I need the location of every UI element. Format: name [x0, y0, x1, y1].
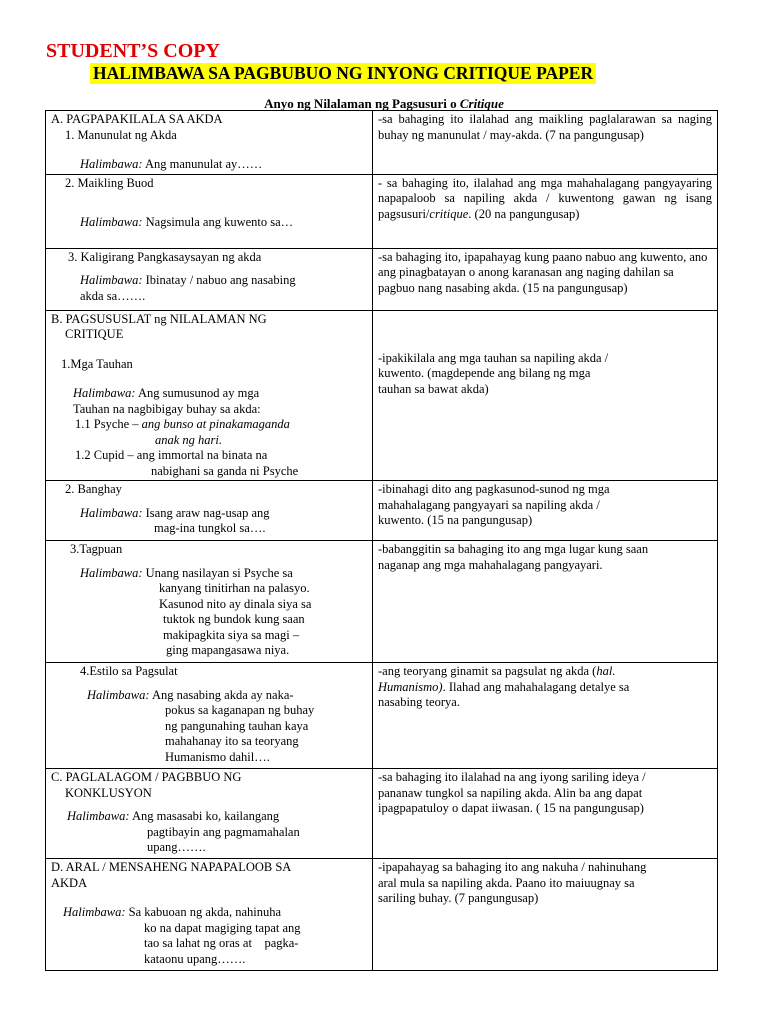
- left-cell: [46, 541, 373, 663]
- example-text: Ibinatay / nabuo ang nasabing: [145, 273, 296, 287]
- description-text: -ang teoryang ginamit sa pagsulat ng akda (: [378, 664, 597, 678]
- critique-structure-table: [45, 110, 718, 971]
- example-line: Kasunod nito ay dinala siya sa: [159, 596, 312, 611]
- left-cell: [46, 663, 373, 769]
- example: [51, 386, 367, 402]
- description-line: -ipakikilala ang mga tauhan sa napiling akda /: [378, 350, 609, 365]
- example: [51, 506, 367, 522]
- item-title: 3.Tagpuan: [70, 542, 123, 556]
- description-italic: Humanismo): [378, 679, 443, 694]
- description-line: sariling buhay. (7 pangungusap): [378, 891, 539, 905]
- table-row: [46, 663, 718, 769]
- example-line: pokus sa kaganapan ng buhay: [165, 703, 315, 717]
- right-cell: [373, 859, 718, 971]
- table-row: [46, 248, 718, 310]
- example-line: tao sa lahat ng oras at pagka-: [144, 936, 299, 950]
- right-cell: [373, 248, 718, 310]
- example-line: ging mapangasawa niya.: [166, 643, 290, 657]
- section-heading-cont: AKDA: [51, 875, 88, 890]
- example-line: akda sa…….: [80, 288, 146, 303]
- example-line: Humanismo dahil….: [165, 749, 270, 764]
- character-desc-cont: anak ng hari.: [155, 432, 223, 447]
- example-line: Tauhan na nagbibigay buhay sa akda:: [73, 401, 261, 416]
- section-heading: C. PAGLALAGOM / PAGBBUO NG: [51, 770, 242, 784]
- description-line: aral mula sa napiling akda. Paano ito maiuugnay sa: [378, 875, 635, 890]
- section-heading: D. ARAL / MENSAHENG NAPAPALOOB SA: [51, 860, 292, 874]
- description-line: kuwento. (magdepende ang bilang ng mga: [378, 366, 591, 380]
- character-cupid: 1.2 Cupid – ang immortal na binata na: [75, 448, 268, 462]
- example-text: Ang nasabing akda ay naka-: [151, 687, 294, 702]
- item-title: 1. Manunulat ng Akda: [65, 127, 177, 142]
- description-line: [378, 664, 712, 680]
- section-heading: A. PAGPAPAKILALA SA AKDA: [51, 112, 223, 126]
- right-cell: [373, 663, 718, 769]
- right-cell: [373, 481, 718, 541]
- description: -sa bahaging ito ilalahad ang maikling paglalarawan sa naging buhay ng manunulat / may-akda. (7 na pangungusap): [378, 112, 712, 142]
- example-label: Halimbawa:: [80, 215, 143, 229]
- document-title: HALIMBAWA SA PAGBUBUO NG INYONG CRITIQUE PAPER: [90, 63, 596, 84]
- table-row: [46, 769, 718, 859]
- example: [51, 905, 367, 921]
- right-cell: [373, 541, 718, 663]
- right-cell: [373, 310, 718, 481]
- left-cell: [46, 111, 373, 175]
- table-row: [46, 111, 718, 175]
- description-italic: critique: [429, 206, 469, 221]
- example-line: pagtibayin ang pagmamahalan: [147, 824, 300, 839]
- description-line: mahahalagang pangyayari sa napiling akda /: [378, 497, 600, 512]
- description: - sa bahaging ito, ilalahad ang mga mahahalagang pangyayaring napapaloob sa napiling akda / kuwentong gawan ng isang pagsusuri/: [378, 175, 712, 221]
- example: [51, 809, 367, 825]
- example-label: Halimbawa:: [80, 505, 143, 520]
- example: [51, 566, 367, 582]
- character-name: 1.1 Psyche –: [75, 417, 139, 431]
- description-line: kuwento. (15 na pangungusap): [378, 513, 533, 527]
- example-text: Ang masasabi ko, kailangang: [131, 809, 280, 823]
- table-row: [46, 481, 718, 541]
- item-title: 4.Estilo sa Pagsulat: [80, 664, 178, 678]
- example-text: Ang sumusunod ay mga: [137, 386, 260, 400]
- example-line: mahahanay ito sa teoryang: [165, 734, 299, 748]
- description-text: . Ilahad ang mahahalagang detalye sa: [442, 679, 630, 694]
- example: [51, 215, 367, 231]
- example-text: Sa kabuoan ng akda, nahinuha: [128, 905, 282, 919]
- description-line: nasabing teorya.: [378, 695, 460, 709]
- example: [51, 688, 367, 704]
- character-desc: ang bunso at pinakamaganda: [141, 417, 290, 431]
- example-line: kataonu upang…….: [144, 951, 246, 966]
- description-end: . (20 na pangungusap): [468, 206, 580, 221]
- description-line: tauhan sa bawat akda): [378, 381, 489, 396]
- example: [51, 273, 367, 289]
- description-line: [378, 680, 712, 696]
- left-cell: [46, 174, 373, 248]
- example-line: kanyang tinitirhan na palasyo.: [159, 581, 310, 595]
- example-text: Ang manunulat ay……: [144, 157, 263, 171]
- description-line: pananaw tungkol sa napiling akda. Alin ba ang dapat: [378, 785, 643, 800]
- table-row: [46, 174, 718, 248]
- table-row: [46, 541, 718, 663]
- description-line: -ibinahagi dito ang pagkasunod-sunod ng mga: [378, 482, 610, 496]
- character-psyche: [51, 417, 367, 433]
- example-label: Halimbawa:: [73, 386, 136, 400]
- description-line: -sa bahaging ito ilalahad na ang iyong sariling ideya /: [378, 770, 646, 784]
- item-title: 3. Kaligirang Pangkasaysayan ng akda: [68, 249, 262, 264]
- example-label: Halimbawa:: [63, 905, 126, 919]
- example-line: ko na dapat magiging tapat ang: [144, 920, 301, 935]
- example-label: Halimbawa:: [87, 687, 150, 702]
- description-line: -babanggitin sa bahaging ito ang mga lugar kung saan: [378, 542, 649, 556]
- example-label: Halimbawa:: [80, 273, 143, 287]
- left-cell: [46, 310, 373, 481]
- section-heading-cont: KONKLUSYON: [65, 785, 152, 800]
- right-cell: [373, 111, 718, 175]
- section-heading: B. PAGSUSUSLAT ng NILALAMAN NG: [51, 311, 267, 326]
- right-cell: [373, 174, 718, 248]
- table-title-italic: Critique: [459, 96, 504, 111]
- example-label: Halimbawa:: [80, 565, 143, 580]
- example-line: tuktok ng bundok kung saan: [163, 612, 305, 626]
- example-text: Unang nasilayan si Psyche sa: [145, 565, 293, 580]
- example: [51, 157, 367, 173]
- table-row: [46, 859, 718, 971]
- example-text: Isang araw nag-usap ang: [145, 505, 270, 520]
- example-label: Halimbawa:: [67, 809, 130, 823]
- item-title: 1.Mga Tauhan: [61, 356, 133, 371]
- table-title-text: Anyo ng Nilalaman ng Pagsusuri o: [264, 96, 457, 111]
- example-line: mag-ina tungkol sa….: [154, 521, 266, 535]
- example-label: Halimbawa:: [80, 157, 143, 171]
- description-line: -ipapahayag sa bahaging ito ang nakuha / nahinuhang: [378, 860, 647, 874]
- example-line: upang…….: [147, 840, 206, 854]
- character-desc-cont: nabighani sa ganda ni Psyche: [151, 463, 299, 478]
- example-line: ng pangunahing tauhan kaya: [165, 718, 309, 733]
- description-line: naganap ang mga mahahalagang pangyayari.: [378, 557, 603, 572]
- description-italic: hal.: [596, 664, 616, 678]
- item-title: 2. Maikling Buod: [65, 175, 154, 190]
- left-cell: [46, 248, 373, 310]
- section-heading-cont: CRITIQUE: [65, 327, 124, 341]
- description: -sa bahaging ito, ipapahayag kung paano nabuo ang kuwento, ano ang pinagbatayan o anong karanasan ang naging dahilan sa pagbuo nang nasabing akda. (15 na pangungusap): [378, 249, 708, 295]
- left-cell: [46, 769, 373, 859]
- example-text: Nagsimula ang kuwento sa…: [145, 215, 294, 229]
- right-cell: [373, 769, 718, 859]
- left-cell: [46, 859, 373, 971]
- description-line: ipagpapatuloy o dapat iiwasan. ( 15 na pangungusap): [378, 801, 644, 815]
- left-cell: [46, 481, 373, 541]
- example-line: makipagkita siya sa magi –: [163, 627, 300, 642]
- students-copy-label: STUDENT’S COPY: [46, 40, 220, 62]
- item-title: 2. Banghay: [65, 482, 122, 496]
- table-row: [46, 310, 718, 481]
